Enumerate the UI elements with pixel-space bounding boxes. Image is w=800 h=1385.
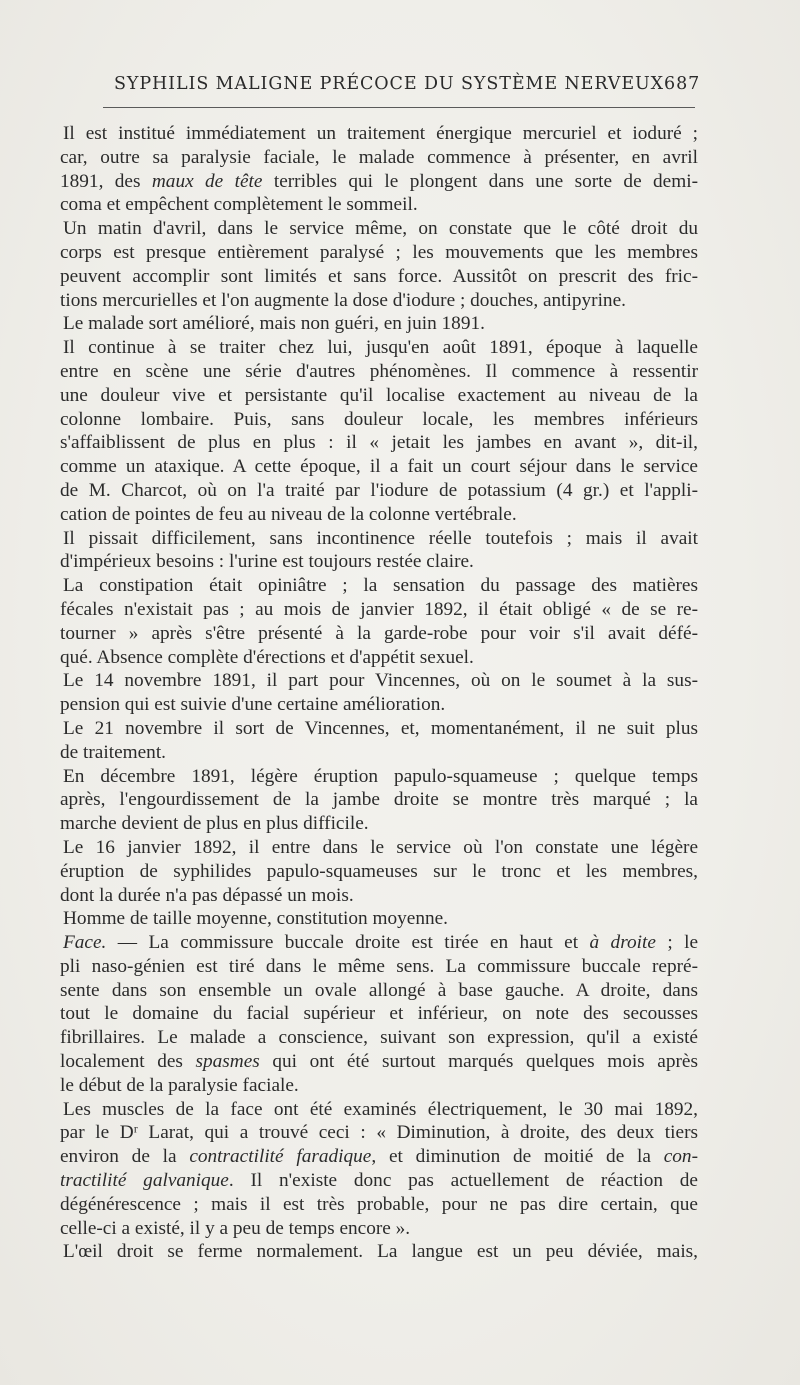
text-span: L'œil droit se ferme normalement. La langue est un peu déviée, mais, bbox=[63, 1241, 698, 1263]
running-head-title: SYPHILIS MALIGNE PRÉCOCE DU SYSTÈME NERVEUX bbox=[114, 74, 665, 94]
text-span: terribles qui le plongent dans une sorte de demi- bbox=[262, 170, 698, 192]
text-line bbox=[60, 527, 698, 551]
text-span: comme un ataxique. A cette époque, il a fait un court séjour dans le service bbox=[60, 456, 698, 478]
text-line bbox=[60, 646, 698, 670]
text-line bbox=[60, 1145, 698, 1169]
text-span: sente dans son ensemble un ovale allongé à base gauche. A droite, dans bbox=[60, 979, 698, 1001]
text-span: fécales n'existait pas ; au mois de janvier 1892, il était obligé « de se re- bbox=[60, 598, 698, 620]
text-line bbox=[60, 170, 698, 194]
text-span: pli naso-génien est tiré dans le même sens. La commissure buccale repré- bbox=[60, 955, 698, 977]
text-line bbox=[60, 431, 698, 455]
text-line bbox=[60, 741, 698, 765]
text-line bbox=[60, 312, 698, 336]
text-span: . Il n'existe donc pas actuellement de réaction de bbox=[228, 1170, 698, 1192]
text-span: — La commissure buccale droite est tirée en haut et bbox=[106, 932, 590, 954]
text-line bbox=[60, 146, 698, 170]
text-span: pension qui est suivie d'une certaine amélioration. bbox=[60, 694, 446, 716]
text-line bbox=[60, 217, 698, 241]
text-span: marche devient de plus en plus difficile. bbox=[60, 813, 369, 835]
text-span: fibrillaires. Le malade a conscience, suivant son expression, qu'il a existé bbox=[60, 1027, 698, 1049]
text-span: ; le bbox=[655, 932, 698, 954]
text-span: de traitement. bbox=[60, 741, 166, 763]
italic-span: spasmes bbox=[195, 1051, 260, 1073]
text-span: environ de la bbox=[60, 1146, 190, 1168]
text-line bbox=[60, 1098, 698, 1122]
text-line bbox=[60, 1050, 698, 1074]
text-span: En décembre 1891, légère éruption papulo-squameuse ; quelque temps bbox=[63, 765, 698, 787]
text-span: coma et empêchent complètement le sommeil. bbox=[60, 194, 418, 216]
text-span: 1891, des bbox=[60, 170, 152, 192]
text-line bbox=[60, 1121, 698, 1145]
text-span: localement des bbox=[60, 1051, 196, 1073]
text-span: Il est institué immédiatement un traitement énergique mercuriel et ioduré ; bbox=[63, 123, 698, 144]
text-line bbox=[60, 693, 698, 717]
text-span: Le 14 novembre 1891, il part pour Vincennes, où on le soumet à la sus- bbox=[63, 670, 698, 692]
text-span: dégénérescence ; mais il est très probable, pour ne pas dire certain, que bbox=[60, 1193, 698, 1215]
text-line bbox=[60, 1002, 698, 1026]
text-line bbox=[60, 884, 698, 908]
text-span: entre en scène une série d'autres phénomènes. Il commence à ressentir bbox=[60, 360, 698, 382]
page-number: 687 bbox=[664, 74, 701, 94]
text-line bbox=[60, 241, 698, 265]
text-line bbox=[60, 717, 698, 741]
text-line bbox=[60, 408, 698, 432]
italic-span: con- bbox=[663, 1146, 698, 1168]
text-span: d'impérieux besoins : l'urine est toujours restée claire. bbox=[60, 551, 474, 573]
running-head bbox=[114, 74, 701, 94]
text-line bbox=[60, 1193, 698, 1217]
text-span: celle-ci a existé, il y a peu de temps encore ». bbox=[60, 1217, 411, 1239]
text-line bbox=[60, 955, 698, 979]
text-span: Il pissait difficilement, sans incontinence réelle toutefois ; mais il avait bbox=[63, 527, 698, 549]
text-line bbox=[60, 550, 698, 574]
text-line bbox=[60, 1217, 698, 1241]
text-line bbox=[60, 503, 698, 527]
header-rule bbox=[103, 107, 695, 108]
italic-span: Face. bbox=[63, 932, 107, 954]
text-line bbox=[60, 1074, 698, 1098]
text-span: car, outre sa paralysie faciale, le malade commence à présenter, en avril bbox=[60, 146, 698, 168]
text-line bbox=[60, 788, 698, 812]
text-line bbox=[60, 1026, 698, 1050]
text-line bbox=[60, 669, 698, 693]
text-span: La constipation était opiniâtre ; la sensation du passage des matières bbox=[63, 575, 698, 597]
text-line bbox=[60, 1240, 698, 1264]
text-line bbox=[60, 907, 698, 931]
text-span: , et diminution de moitié de la bbox=[371, 1146, 664, 1168]
text-line bbox=[60, 336, 698, 360]
italic-span: contractilité faradique bbox=[189, 1146, 372, 1168]
text-line bbox=[60, 360, 698, 384]
text-span: Un matin d'avril, dans le service même, on constate que le côté droit du bbox=[63, 218, 698, 240]
text-line bbox=[60, 384, 698, 408]
text-span: après, l'engourdissement de la jambe droite se montre très marqué ; la bbox=[60, 789, 698, 811]
text-line bbox=[60, 1169, 698, 1193]
text-span: tions mercurielles et l'on augmente la dose d'iodure ; douches, antipyrine. bbox=[60, 289, 626, 311]
text-span: s'affaiblissent de plus en plus : il « jetait les jambes en avant », dit-il, bbox=[60, 432, 698, 454]
text-line bbox=[60, 122, 698, 146]
text-span: une douleur vive et persistante qu'il localise exactement au niveau de la bbox=[60, 384, 698, 406]
text-span: Homme de taille moyenne, constitution moyenne. bbox=[63, 908, 449, 930]
text-span: qui ont été surtout marqués quelques mois après bbox=[259, 1051, 698, 1073]
text-line bbox=[60, 860, 698, 884]
text-span: peuvent accomplir sont limités et sans force. Aussitôt on prescrit des fric- bbox=[60, 265, 698, 287]
text-span: cation de pointes de feu au niveau de la colonne vertébrale. bbox=[60, 503, 517, 525]
text-line bbox=[60, 931, 698, 955]
text-span: éruption de syphilides papulo-squameuses sur le tronc et les membres, bbox=[60, 860, 698, 882]
text-span: le début de la paralysie faciale. bbox=[60, 1074, 299, 1096]
text-span: tout le domaine du facial supérieur et inférieur, on note des secousses bbox=[60, 1003, 698, 1025]
text-span: Le 16 janvier 1892, il entre dans le service où l'on constate une légère bbox=[63, 836, 698, 858]
text-span: tourner » après s'être présenté à la garde-robe pour voir s'il avait défé- bbox=[60, 622, 698, 644]
text-line bbox=[60, 979, 698, 1003]
text-line bbox=[60, 574, 698, 598]
text-line bbox=[60, 265, 698, 289]
text-span: Le 21 novembre il sort de Vincennes, et, momentanément, il ne suit plus bbox=[63, 717, 698, 739]
text-span: Il continue à se traiter chez lui, jusqu'en août 1891, époque à laquelle bbox=[63, 337, 698, 359]
text-line bbox=[60, 812, 698, 836]
text-span: de M. Charcot, où on l'a traité par l'iodure de potassium (4 gr.) et l'appli- bbox=[60, 479, 698, 501]
text-line bbox=[60, 598, 698, 622]
text-span: qué. Absence complète d'érections et d'appétit sexuel. bbox=[60, 646, 474, 668]
text-line bbox=[60, 622, 698, 646]
italic-span: maux de tête bbox=[151, 170, 263, 192]
text-line bbox=[60, 836, 698, 860]
text-span: Les muscles de la face ont été examinés électriquement, le 30 mai 1892, bbox=[63, 1098, 698, 1120]
italic-span: à droite bbox=[589, 932, 656, 954]
text-line bbox=[60, 455, 698, 479]
text-line bbox=[60, 765, 698, 789]
text-span: colonne lombaire. Puis, sans douleur locale, les membres inférieurs bbox=[60, 408, 698, 430]
text-line bbox=[60, 193, 698, 217]
text-line bbox=[60, 289, 698, 313]
italic-span: tractilité galvanique bbox=[60, 1170, 229, 1192]
body-text bbox=[60, 122, 698, 1264]
text-span: dont la durée n'a pas dépassé un mois. bbox=[60, 884, 354, 906]
text-line bbox=[60, 479, 698, 503]
text-span: corps est presque entièrement paralysé ; les mouvements que les membres bbox=[60, 241, 698, 263]
text-span: Le malade sort amélioré, mais non guéri, en juin 1891. bbox=[63, 313, 485, 335]
text-span: par le Dʳ Larat, qui a trouvé ceci : « Diminution, à droite, des deux tiers bbox=[60, 1122, 698, 1144]
